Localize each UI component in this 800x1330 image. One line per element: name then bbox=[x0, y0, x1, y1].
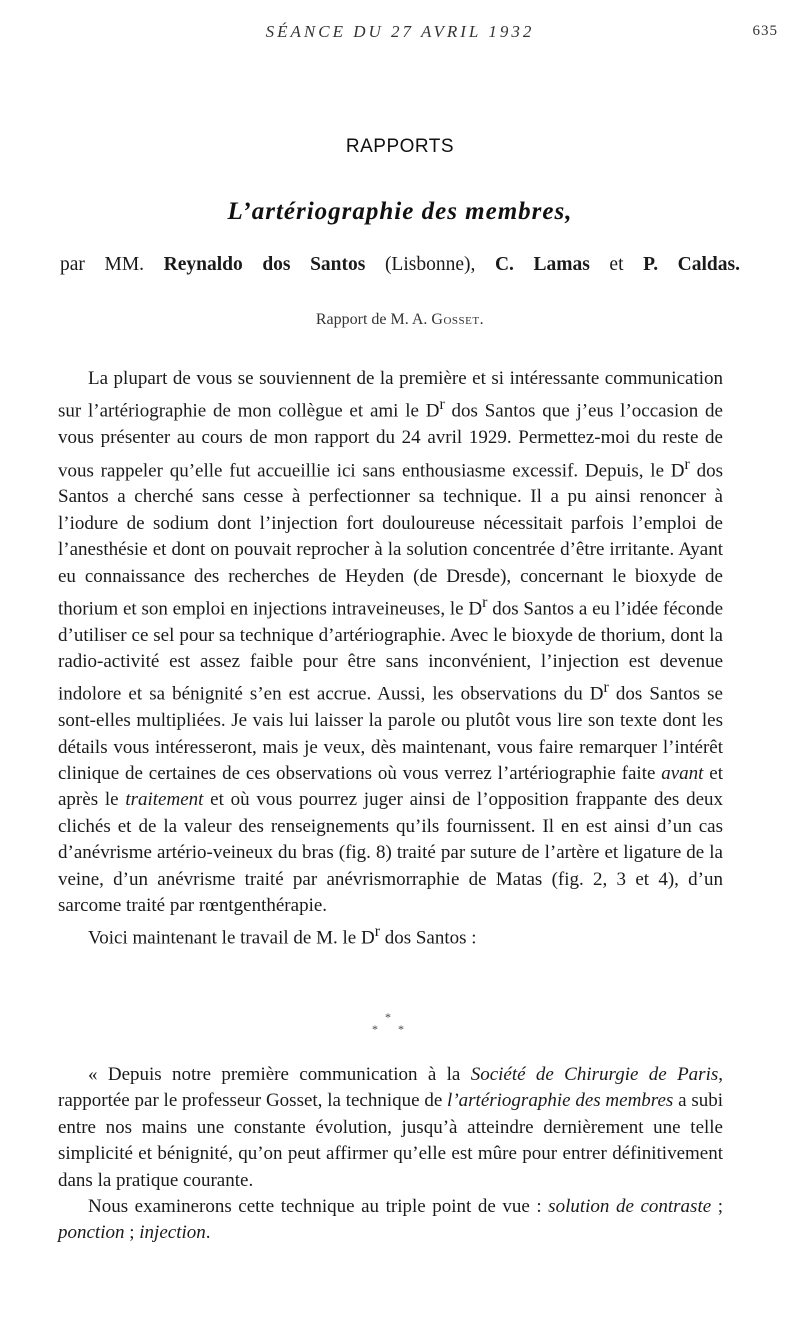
author-word: MM. bbox=[104, 254, 145, 275]
text-run: dos Santos que j’eus l’occasion de vous présenter au cours de mon rapport du 24 avril 1929. Permettez-moi du reste de vous rappeler qu’elle fut accueillie ici sans enthousiasme excessif. Depuis, le D bbox=[58, 400, 723, 481]
italic-run: traitement bbox=[125, 789, 204, 811]
author-word: par bbox=[60, 254, 85, 275]
superscript: r bbox=[374, 923, 380, 941]
running-header bbox=[0, 20, 800, 48]
author-word: C. bbox=[494, 254, 514, 275]
superscript: r bbox=[482, 593, 488, 611]
text-run: et après le bbox=[58, 763, 723, 811]
section-heading: RAPPORTS bbox=[345, 136, 455, 157]
italic-run: Société de Chirurgie de Paris bbox=[470, 1064, 719, 1085]
report-prefix: Rapport de M. A. bbox=[315, 311, 432, 328]
body-text bbox=[58, 366, 723, 952]
paragraph bbox=[58, 1062, 723, 1194]
text-run: Nous examinerons cette technique au triple point de vue : bbox=[88, 1196, 549, 1218]
asterisk: * bbox=[385, 1010, 391, 1024]
text-run: et où vous pourrez juger ainsi de l’opposition frappante des deux clichés et de la valeur des renseignements qu’ils fournissent. Il en est ainsi d’un cas d’anévrisme artério-veineux du bras (fig. 8) traité par suture de l’artère et ligature de la veine, d’un anévrisme traité par anévrismorraphie de Matas (fig. 2, 3 et 4), d’un sarcome traité par rœntgenthérapie. bbox=[58, 789, 723, 917]
text-run: dos Santos a eu l’idée féconde d’utiliser ce sel pour sa technique d’artériographie. Avec le bioxyde de thorium, dont la radio-activité est assez faible pour être sans inconvénient, l’injection est devenue indolore et sa bénignité s’en est accrue. Aussi, les observations du D bbox=[58, 598, 723, 705]
report-author: Gosset. bbox=[431, 311, 485, 328]
paragraph bbox=[58, 366, 723, 919]
text-run: ; bbox=[711, 1196, 723, 1218]
text-run: La plupart de vous se souviennent de la première et si intéressante communication sur l’artériographie de mon collègue et ami le D bbox=[58, 368, 723, 422]
text-run: dos Santos se sont-elles multipliées. Je vais lui laisser la parole ou plutôt vous lire son texte dont les détails vous intéresseront, mais je veux, dès maintenant, vous faire remarquer l’intérêt clinique de certaines de ces observations où vous verrez l’artériographie faite bbox=[58, 683, 723, 784]
text-run: « Depuis notre première communication à la bbox=[88, 1064, 471, 1085]
quoted-text bbox=[58, 1062, 723, 1247]
superscript: r bbox=[684, 455, 690, 473]
author-word: (Lisbonne), bbox=[384, 254, 476, 275]
author-word: Santos bbox=[310, 254, 366, 275]
author-word: P. bbox=[643, 254, 659, 275]
article-title: L’artériographie des membres, bbox=[227, 198, 573, 225]
superscript: r bbox=[603, 679, 609, 697]
text-run: dos Santos : bbox=[379, 927, 477, 949]
author-word: Caldas. bbox=[677, 254, 740, 275]
italic-run: l’artériographie des membres bbox=[447, 1090, 674, 1112]
superscript: r bbox=[439, 396, 445, 414]
author-word: Reynaldo bbox=[163, 254, 243, 275]
italic-run: ponction bbox=[58, 1222, 125, 1244]
asterism-separator bbox=[370, 1010, 420, 1040]
asterisk: * bbox=[398, 1022, 404, 1036]
author-word: dos bbox=[262, 254, 291, 275]
text-run: . bbox=[205, 1222, 211, 1244]
author-word: et bbox=[609, 254, 624, 275]
text-run: Voici maintenant le travail de M. le D bbox=[88, 927, 375, 949]
italic-run: solution de contraste bbox=[548, 1196, 712, 1218]
running-title: SÉANCE DU 27 AVRIL 1932 bbox=[265, 22, 535, 41]
page-number: 635 bbox=[752, 23, 778, 39]
text-run: ; bbox=[124, 1222, 140, 1244]
author-line bbox=[60, 254, 740, 276]
text-run: dos Santos a cherché sans cesse à perfectionner sa technique. Il a pu ainsi renoncer à l’iodure de sodium dont l’injection fort douloureuse nécessitait parfois l’emploi de l’anesthésie et dont on pouvait reprocher à la solution concentrée d’être irritante. Ayant eu connaissance des recherches de Heyden (de Dresde), concernant le bioxyde de thorium et son emploi en injections intraveineuses, le D bbox=[58, 459, 723, 620]
text-run: a subi entre nos mains une constante évolution, jusqu’à atteindre dernièrement une telle simplicité et bénignité, qu’on peut affirmer qu’elle est mûre pour entrer définitivement dans la pratique courante. bbox=[58, 1090, 723, 1191]
paragraph bbox=[58, 919, 723, 952]
asterisk: * bbox=[372, 1022, 378, 1036]
paragraph bbox=[58, 1194, 723, 1247]
text-run: , rapportée par le professeur Gosset, la technique de bbox=[58, 1064, 723, 1112]
italic-run: injection bbox=[139, 1222, 206, 1244]
report-attribution bbox=[0, 311, 800, 329]
italic-run: avant bbox=[661, 763, 704, 784]
author-word: Lamas bbox=[533, 254, 590, 275]
